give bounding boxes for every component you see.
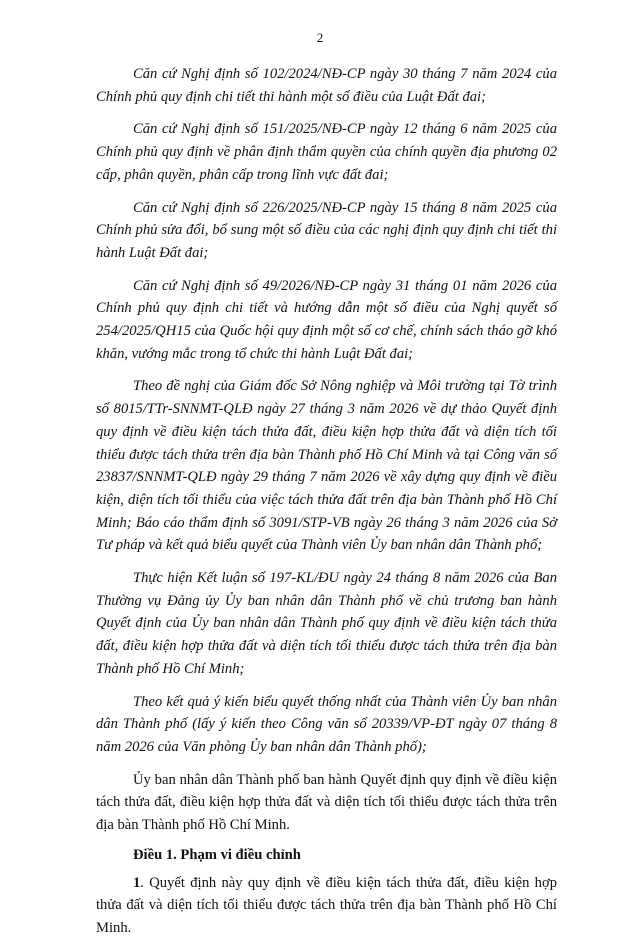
preamble-paragraph: Theo kết quả ý kiến biểu quyết thống nhất của Thành viên Ủy ban nhân dân Thành phố (lấy ý kiến theo Công văn số 20339/VP-ĐT ngày 07 tháng 8 năm 2026 của Văn phòng Ủy ban nhân dân Thành phố); xyxy=(96,693,557,755)
decision-statement: Ủy ban nhân dân Thành phố ban hành Quyết định quy định về điều kiện tách thửa đất, điều kiện hợp thửa đất và diện tích tối thiểu được tách thửa trên địa bàn Thành phố Hồ Chí Minh. xyxy=(96,771,557,834)
preamble-paragraph: Căn cứ Nghị định số 151/2025/NĐ-CP ngày 12 tháng 6 năm 2025 của Chính phủ quy định về phân định thẩm quyền của chính quyền địa phương 02 cấp, phân quyền, phân cấp trong lĩnh vực đất đai; xyxy=(96,121,557,183)
page-number: 2 xyxy=(316,30,324,45)
document-body xyxy=(96,63,557,950)
article-1-heading: Điều 1. Phạm vi điều chỉnh xyxy=(133,846,301,863)
preamble-paragraph: Căn cứ Nghị định số 102/2024/NĐ-CP ngày 30 tháng 7 năm 2024 của Chính phủ quy định chi tiết thi hành một số điều của Luật Đất đai; xyxy=(96,66,557,105)
preamble-paragraph: Căn cứ Nghị định số 49/2026/NĐ-CP ngày 31 tháng 01 năm 2026 của Chính phủ quy định chi tiết và hướng dẫn một số điều của Nghị quyết số 254/2025/QH15 của Quốc hội quy định một số cơ chế, chính sách tháo gỡ khó khăn, vướng mắc trong tổ chức thi hành Luật Đất đai; xyxy=(96,277,557,362)
clause-text: . Quyết định này quy định về điều kiện tách thửa đất, điều kiện hợp thửa đất và diện tích tối thiểu được tách thửa trên địa bàn Thành phố Hồ Chí Minh. xyxy=(96,874,557,936)
preamble-paragraph: Căn cứ Nghị định số 226/2025/NĐ-CP ngày 15 tháng 8 năm 2025 của Chính phủ sửa đổi, bổ sung một số điều của các nghị định quy định chi tiết thi hành Luật Đất đai; xyxy=(96,199,557,261)
preamble-paragraph: Theo đề nghị của Giám đốc Sở Nông nghiệp và Môi trường tại Tờ trình số 8015/TTr-SNNMT-QLĐ ngày 27 tháng 3 năm 2026 về dự thảo Quyết định quy định về điều kiện tách thửa đất, điều kiện hợp thửa đất và diện tích tối thiểu được tách thửa trên địa bàn Thành phố Hồ Chí Minh và tại Công văn số 23837/SNNMT-QLĐ ngày 29 tháng 7 năm 2026 về xây dựng quy định về điều kiện, diện tích tối thiểu của việc tách thửa đất trên địa bàn Thành phố Hồ Chí Minh; Báo cáo thẩm định số 3091/STP-VB ngày 26 tháng 3 năm 2026 của Sở Tư pháp và kết quả biểu quyết của Thành viên Ủy ban nhân dân Thành phố; xyxy=(96,378,557,554)
clause-number: 1 xyxy=(133,874,141,891)
preamble-paragraph: Thực hiện Kết luận số 197-KL/ĐU ngày 24 tháng 8 năm 2026 của Ban Thường vụ Đảng ủy Ủy ban nhân dân Thành phố về chủ trương ban hành Quyết định của Ủy ban nhân dân Thành phố quy định về điều kiện tách thửa đất, điều kiện hợp thửa đất và diện tích tối thiểu được tách thửa trên địa bàn Thành phố Hồ Chí Minh; xyxy=(96,570,557,677)
article-1-clause-1 xyxy=(96,872,557,940)
